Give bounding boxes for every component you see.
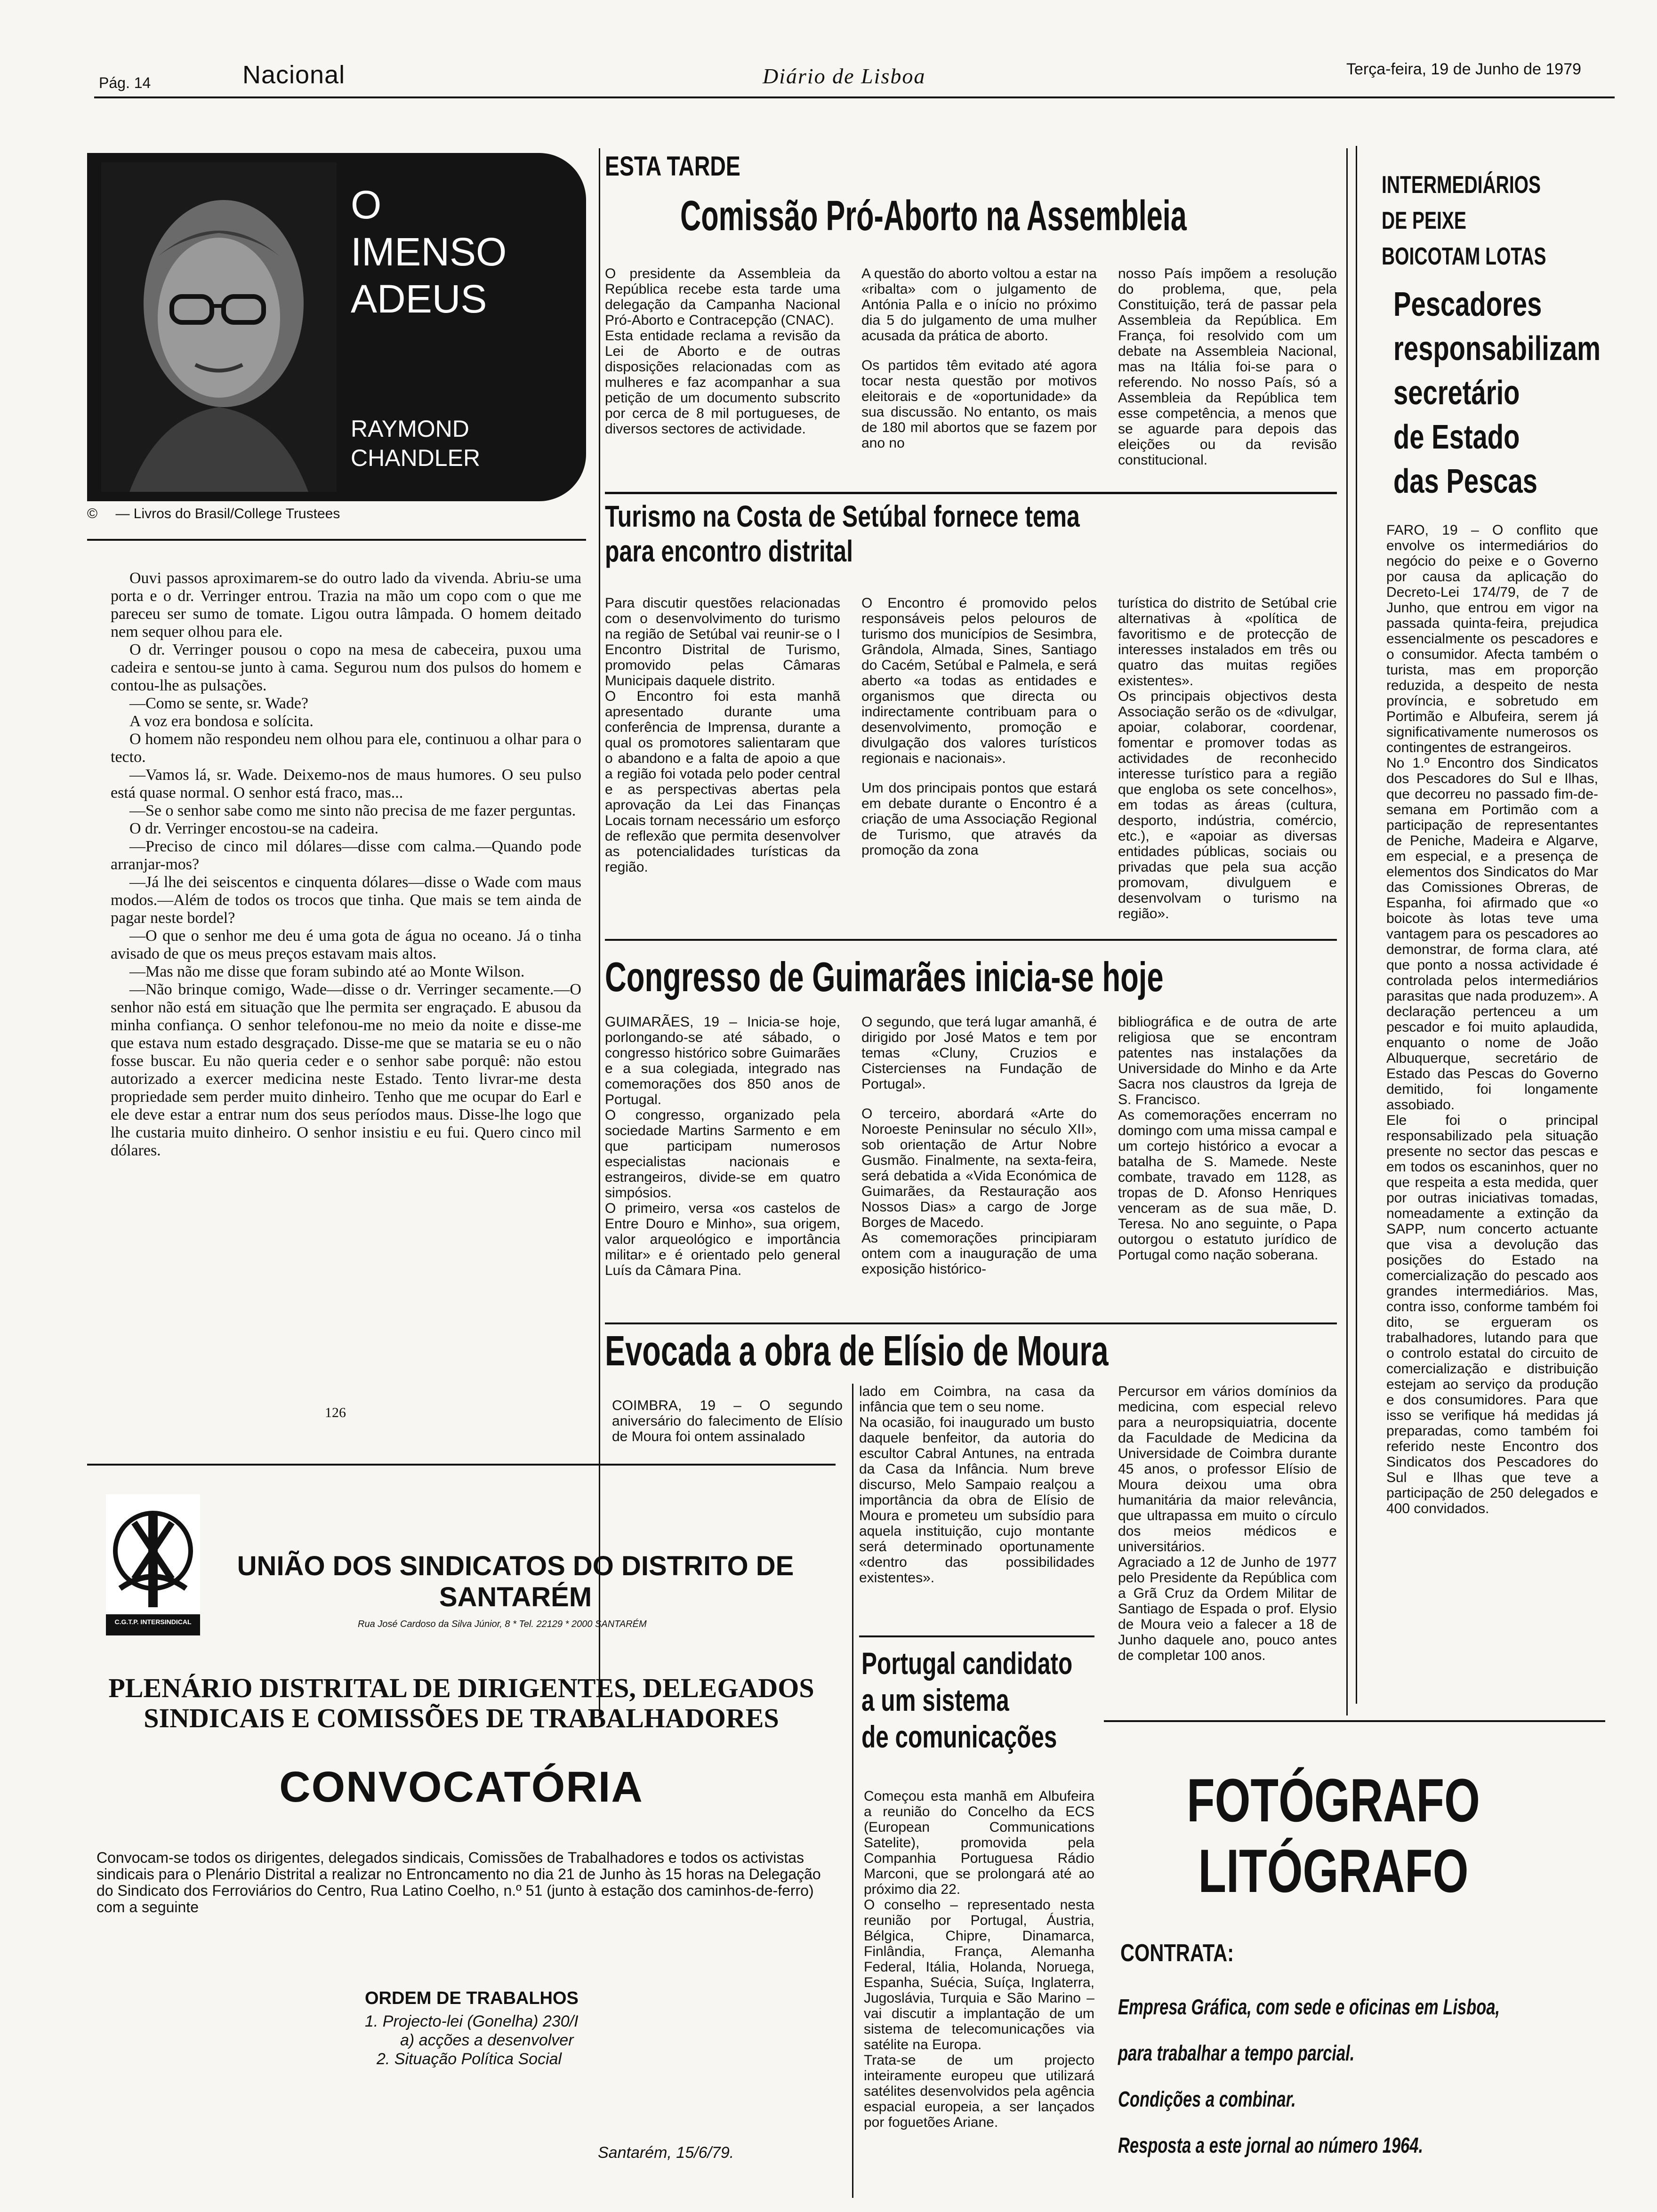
turismo-col-3 [1118, 595, 1337, 925]
article-paragraph: As comemorações principiaram ontem com a inauguração de uma exposição histórico- [861, 1230, 1097, 1277]
copyright-line [87, 506, 340, 522]
comunicacoes-headline-line: Portugal candidato [861, 1646, 1073, 1681]
aborto-headline: Comissão Pró-Aborto na Assembleia [680, 192, 1187, 240]
turismo-headline-line: para encontro distrital [605, 534, 853, 568]
serial-rule [87, 539, 586, 541]
pescas-headline-line: das Pescas [1393, 463, 1538, 500]
article-paragraph: GUIMARÃES, 19 – Inicia-se hoje, porlongando-se até sábado, o congresso histórico sobre Guimarães e a sua colegiada, integrado nas comemorações dos 850 anos de Portugal. [605, 1014, 840, 1107]
turismo-headline [605, 499, 1080, 569]
article-paragraph: Um dos principais pontos que estará em debate durante o Encontro é a criação de uma Associação Regional de Turismo, que através da promoção da zona [861, 780, 1097, 858]
comunicacoes-headline-line: a um sistema [861, 1683, 1009, 1717]
article-paragraph: No 1.º Encontro dos Sindicatos dos Pescadores do Sul e Ilhas, que decorreu no passado fim-de-semana em Portimão com a participação de representantes de Peniche, Madeira e Algarve, em especial, e a presença de elementos dos Sindicatos do Mar das Comissiones Obreras, de Espanha, foi afirmado que «o boicote às lotas teve uma vantagem para os pescadores ao demonstrar, de forma clara, até que ponto a nossa actividade é controlada pelos intermediários parasitas que nada produzem». A declaração pertenceu a um pescador e foi muito aplaudida, enquanto o nome de João Albuquerque, secretário de Estado das Pescas do Governo demitido, foi longamente assobiado. [1386, 755, 1598, 1113]
column-divider [852, 1384, 853, 2198]
serial-paragraph: —Não brinque comigo, Wade—disse o dr. Verringer secamente.—O senhor não está em situação que lhe permita ser engraçado. E abusou da minha confiança. O senhor telefonou-me no meio da noite e disse-me que estava num estado desgraçado. Disse-me que se mataria se eu o não fosse buscar. Eu não queria ceder e o senhor sabe porquê: não estou autorizado a exercer medicina neste Estado. Tento livrar-me desta propriedade sem perder muito dinheiro. Tenho que me ocupar do Earl e ele deve estar a entrar num dos seus períodos maus. Disse-lhe logo que lhe custaria muito dinheiro. O senhor insistiu e eu fui. Quero cinco mil dólares. [111, 981, 581, 1159]
article-paragraph: Esta entidade reclama a revisão da Lei de Aborto e de outras disposições relacionadas com as mulheres e faz acompanhar a sua petição de um documento subscrito por cerca de 8 mil portugueses, de diversos sectores de actividade. [605, 328, 840, 437]
article-paragraph: O terceiro, abordará «Arte do Noroeste Peninsular no século XII», sob orientação de Artur Nobre Gusmão. Finalmente, na sexta-feira, será debatida a «Vida Económica de Guimarães, da Restauração aos Nossos Dias» a cargo de Jorge Borges de Macedo. [861, 1106, 1097, 1230]
article-paragraph: O segundo, que terá lugar amanhã, é dirigido por José Matos e tem por temas «Cluny, Cruzios e Cistercienses na Fundação de Portugal». [861, 1014, 1097, 1092]
serial-title-line: IMENSO [351, 230, 507, 274]
cgtp-logo-caption: C.G.T.P. INTERSINDICAL [114, 1618, 192, 1626]
article-rule [605, 492, 1337, 494]
article-paragraph: Os partidos têm evitado até agora tocar nesta questão por motivos eleitorais e de «oportunidade» da sua discussão. No entanto, os mais de 180 mil abortos que se fazem por ano no [861, 358, 1097, 451]
pescas-text [1386, 522, 1598, 1699]
pescas-headline-line: de Estado [1393, 418, 1520, 456]
ordem-item: 1. Projecto-lei (Gonelha) 230/I [365, 2012, 579, 2030]
serial-author-line: CHANDLER [351, 445, 481, 471]
fotografo-title [1097, 1765, 1570, 1906]
fotografo-detail-line: para trabalhar a tempo parcial. [1118, 2041, 1355, 2065]
moura-col-2 [859, 1384, 1094, 1628]
ordem-item: a) acções a desenvolver [400, 2031, 574, 2049]
union-name-line: SANTARÉM [439, 1582, 592, 1612]
serial-page-number: 126 [325, 1405, 346, 1420]
serial-paragraph: —Preciso de cinco mil dólares—disse com calma.—Quando pode arranjar-mos? [111, 838, 581, 873]
congresso-col-1 [605, 1014, 840, 1320]
article-paragraph: Os principais objectivos desta Associação serão os de «divulgar, apoiar, colaborar, coordenar, fomentar e promover todas as actividades de reconhecido interesse turístico para a região que engloba os sete concelhos», em todas as áreas (cultura, desporto, indústria, comércio, etc.), e «apoiar as diversas entidades públicas, sociais ou privadas que pela sua acção promovam, divulguem e desenvolvam o turismo na região». [1118, 689, 1337, 922]
plenario-title [94, 1673, 828, 1733]
moura-headline: Evocada a obra de Elísio de Moura [605, 1328, 1109, 1375]
pescas-kicker-line: INTERMEDIÁRIOS [1382, 171, 1541, 199]
serial-author-line: RAYMOND [351, 416, 469, 442]
turismo-headline-line: Turismo na Costa de Setúbal fornece tema [605, 499, 1080, 533]
serial-paragraph: Ouvi passos aproximarem-se do outro lado da vivenda. Abriu-se uma porta e o dr. Verringer entrou. Trazia na mão um copo com o que me pareceu ser sumo de tomate. Ligou outra lâmpada. O homem deitado nem sequer olhou para ele. [111, 569, 581, 641]
article-paragraph: O primeiro, versa «os castelos de Entre Douro e Minho», sua origem, valor arqueológico e importância militar» e é orientado pelo general Luís da Câmara Pina. [605, 1201, 840, 1278]
newspaper-name: Diário de Lisboa [763, 64, 926, 88]
article-paragraph: FARO, 19 – O conflito que envolve os intermediários do negócio do peixe e o Governo por causa da aplicação do Decreto-Lei 174/79, de 7 de Junho, que entrou em vigor na passada quinta-feira, prejudica essencialmente os pescadores e o consumidor. Afecta também o turista, mas em proporção reduzida, a despeito de nesta província, e sobretudo em Portimão e Albufeira, serem já significativamente numerosos os contingentes de estrangeiros. [1386, 522, 1598, 755]
ordem-item: 2. Situação Política Social [377, 2050, 562, 2068]
serial-paragraph: —Se o senhor sabe como me sinto não precisa de me fazer perguntas. [129, 802, 576, 819]
article-paragraph: nosso País impõem a resolução do problema, que, pela Constituição, terá de passar pela Assembleia da República. Em França, foi resolvido com um debate na Assembleia Nacional, mas na Itália foi-se para o referendo. No nosso País, só a Assembleia da República tem esse competência, a menos que se aguarde para depois das eleições ou da revisão constitucional. [1118, 266, 1337, 468]
serial-paragraph: O dr. Verringer pousou o copo na mesa de cabeceira, puxou uma cadeira e sentou-se junto à cama. Segurou num dos pulsos do homem e contou-lhe as pulsações. [111, 641, 581, 694]
convocatoria-text: Convocam-se todos os dirigentes, delegados sindicais, Comissões de Trabalhadores e todos os activistas sindicais para o Plenário Distrital a realizar no Entroncamento no dia 21 de Junho às 15 horas na Delegação do Sindicato dos Ferroviários do Centro, Rua Latino Coelho, n.º 51 (junto à estação dos caminhos-de-ferro) com a seguinte [97, 1849, 821, 1915]
serial-paragraph: —Já lhe dei seiscentos e cinquenta dólares—disse o Wade com maus modos.—Além de todos os trocos que tinha. Que mais se tem ainda de pagar neste bordel? [111, 874, 581, 927]
column-divider [599, 148, 600, 1715]
article-paragraph: A questão do aborto voltou a estar na «ribalta» com o julgamento de Antónia Palla e o início no próximo dia 5 do julgamento de uma mulher acusada da prática de aborto. [861, 266, 1097, 344]
aborto-col-3 [1118, 266, 1337, 485]
pescas-headline-line: responsabilizam [1393, 330, 1601, 368]
plenario-line: SINDICAIS E COMISSÕES DE TRABALHADORES [144, 1703, 779, 1733]
pescas-headline [1393, 282, 1601, 504]
ad-signature: Santarém, 15/6/79. [598, 2144, 734, 2162]
serial-paragraph: O dr. Verringer encostou-se na cadeira. [129, 820, 378, 837]
page-number: Pág. 14 [99, 74, 151, 91]
article-paragraph: Na ocasião, foi inaugurado um busto daquele benfeitor, da autoria do escultor Cabral Antunes, na entrada da Casa da Infância. Num breve discurso, Melo Sampaio realçou a importância da obra de Elísio de Moura e prometeu um subsídio para aquela instituição, cujo montante será determinado oportunamente «dentro das possibilidades existentes». [859, 1415, 1094, 1586]
article-paragraph: COIMBRA, 19 – O segundo aniversário do falecimento de Elísio de Moura foi ontem assinalado [612, 1398, 843, 1444]
fotografo-title-line: FOTÓGRAFO [1187, 1766, 1480, 1835]
article-paragraph: Agraciado a 12 de Junho de 1977 pelo Presidente da República com a Grã Cruz da Ordem Militar de Santiago de Espada o prof. Elysio de Moura veio a falecer a 18 de Junho daquele ano, pouco antes de completar 100 anos. [1118, 1555, 1337, 1663]
cgtp-logo [106, 1494, 200, 1635]
ad-border [1104, 1720, 1605, 1722]
congresso-headline: Congresso de Guimarães inicia-se hoje [605, 954, 1164, 1000]
article-paragraph: Ele foi o principal responsabilizado pela situação presente no sector das pescas e em todos os escaninhos, quer no que respeita a esta medida, quer por outras iniciativas tomadas, nomeadamente a extinção da SAPP, num concerto actuante que visa a devolução das posições do Estado na comercialização do pescado aos grandes intermediários. Mas, contra isso, conforme também foi dito, se ergueram os trabalhadores, lutando para que o controlo estatal do circuito de comercialização e distribuição estejam ao serviço da produção e dos consumidores. Para que isso se verifique há medidas já preparadas, como também foi referido neste Encontro dos Sindicatos dos Pescadores do Sul e Ilhas que teve a participação de 250 delegados e 400 convidados. [1386, 1113, 1598, 1516]
serial-title-box [87, 153, 586, 501]
moura-col-3 [1118, 1384, 1337, 1713]
union-name-line: UNIÃO DOS SINDICATOS DO DISTRITO DE [237, 1551, 794, 1581]
fotografo-details [1118, 1984, 1500, 2168]
pescas-headline-line: Pescadores [1393, 286, 1542, 323]
congresso-col-3 [1118, 1014, 1337, 1320]
article-paragraph: Para discutir questões relacionadas com o desenvolvimento do turismo na região de Setúbal vai reunir-se o I Encontro Distrital de Turismo, promovido pelas Câmaras Municipais daquele distrito. [605, 595, 840, 689]
author-portrait [101, 162, 337, 492]
column-divider [1346, 148, 1348, 1715]
congresso-col-2 [861, 1014, 1097, 1320]
article-paragraph: turística do distrito de Setúbal crie alternativas à «política de favoritismo e de protecção de interesses instalados em três ou quatro das muitas regiões existentes». [1118, 595, 1337, 689]
serial-paragraph: —Vamos lá, sr. Wade. Deixemo-nos de maus humores. O seu pulso está quase normal. O senhor está fraco, mas... [111, 766, 581, 801]
serial-text [111, 569, 581, 1341]
article-paragraph: bibliográfica e de outra de arte religiosa que se encontram patentes nas instalações da Universidade do Minho e da Arte Sacra nos claustros da Igreja de S. Francisco. [1118, 1014, 1337, 1107]
article-paragraph: As comemorações encerram no domingo com uma missa campal e um cortejo histórico a evocar a batalha de S. Mamede. Neste combate, travado em 1128, as tropas de D. Afonso Henriques venceram as de sua mãe, D. Teresa. No ano seguinte, o Papa outorgou o estatuto jurídico de Portugal como nação soberana. [1118, 1107, 1337, 1263]
ordem-title: ORDEM DE TRABALHOS [365, 1988, 579, 2008]
fotografo-detail-line: Empresa Gráfica, com sede e oficinas em Lisboa, [1118, 1995, 1500, 2019]
pescas-kicker [1382, 167, 1546, 274]
article-paragraph: Começou esta manhã em Albufeira a reunião do Concelho da ECS (European Communications Satelite), promovida pela Companhia Portuguesa Rádio Marconi, que se prolongará até ao próximo dia 22. [864, 1788, 1094, 1897]
copyright-text: — Livros do Brasil/College Trustees [115, 506, 340, 521]
aborto-col-1 [605, 266, 840, 485]
serial-paragraph: —O que o senhor me deu é uma gota de água no oceano. Já o tinha avisado de que os meus preços estavam mais altos. [111, 927, 581, 962]
article-paragraph: O Encontro é promovido pelos responsáveis pelos pelouros de turismo dos municípios de Sesimbra, Grândola, Almada, Sines, Santiago do Cacém, Setúbal e Palmela, e será aberto «a todas as entidades e organismos que directa ou indirectamente contribuam para o desenvolvimento, promoção e divulgação dos valores turísticos regionais e nacionais». [861, 595, 1097, 766]
article-rule [605, 939, 1337, 941]
plenario-line: PLENÁRIO DISTRITAL DE DIRIGENTES, DELEGADOS [108, 1673, 814, 1703]
union-name [202, 1551, 828, 1613]
pescas-headline-line: secretário [1393, 374, 1520, 412]
article-rule [605, 1322, 1337, 1324]
turismo-col-2 [861, 595, 1097, 925]
serial-paragraph: —Mas não me disse que foram subindo até ao Monte Wilson. [129, 963, 525, 980]
union-address: Rua José Cardoso da Silva Júnior, 8 * Tel. 22129 * 2000 SANTARÉM [358, 1619, 647, 1629]
ad-border [87, 1464, 836, 1466]
article-rule [859, 1635, 1094, 1637]
issue-date: Terça-feira, 19 de Junho de 1979 [1346, 60, 1582, 78]
article-paragraph: O conselho – representado nesta reunião por Portugal, Áustria, Bélgica, Chipre, Dinamarca, Finlândia, França, Alemanha Federal, Itália, Holanda, Noruega, Espanha, Suécia, Suíça, Inglaterra, Jugoslávia, Turquia e São Marino – vai discutir a implantação de um sistema de telecomunicações via satélite na Europa. [864, 1897, 1094, 2052]
serial-paragraph: A voz era bondosa e solícita. [129, 713, 314, 730]
article-paragraph: O congresso, organizado pela sociedade Martins Sarmento e em que participam numerosos especialistas nacionais e estrangeiros, divide-se em quatro simpósios. [605, 1107, 840, 1201]
fotografo-contrata: CONTRATA: [1120, 1940, 1234, 1967]
serial-paragraph: O homem não respondeu nem olhou para ele, continuou a olhar para o tecto. [111, 730, 581, 766]
fotografo-title-line: LITÓGRAFO [1198, 1836, 1469, 1905]
copyright-symbol: © [87, 506, 98, 521]
article-paragraph: O Encontro foi esta manhã apresentado durante uma conferência de Imprensa, durante a qual os promotores salientaram que o abandono e a falta de apoio a que a região foi votada pelo poder central e as perspectivas abertas pela aprovação da Lei das Finanças Locais tornam necessário um esforço de reflexão que permita desenvolver as potencialidades turísticas da região. [605, 689, 840, 875]
section-title: Nacional [242, 61, 346, 89]
ordem-list [365, 2012, 579, 2068]
article-paragraph: Percursor em vários domínios da medicina, com especial relevo para a neuropsiquiatria, docente da Faculdade de Medicina da Universidade de Coimbra durante 45 anos, o professor Elísio de Moura deixou uma obra humanitária da maior relevância, que ultrapassa em muito o círculo dos meios médicos e universitários. [1118, 1384, 1337, 1555]
moura-col-1 [612, 1398, 843, 1454]
comunicacoes-headline-line: de comunicações [861, 1719, 1057, 1754]
article-paragraph: Trata-se de um projecto inteiramente europeu que utilizará satélites desenvolvidos pela agência espacial europeia, a ser lançados por foguetões Ariane. [864, 2052, 1094, 2130]
serial-title-line: ADEUS [351, 277, 487, 321]
pescas-kicker-line: DE PEIXE [1382, 207, 1466, 234]
turismo-col-1 [605, 595, 840, 925]
pescas-kicker-line: BOICOTAM LOTAS [1382, 243, 1546, 270]
fotografo-detail-line: Condições a combinar. [1118, 2087, 1296, 2111]
comunicacoes-text [864, 1788, 1094, 2203]
masthead-rule [94, 96, 1615, 98]
article-paragraph: lado em Coimbra, na casa da infância que tem o seu nome. [859, 1384, 1094, 1415]
aborto-kicker: ESTA TARDE [605, 151, 740, 182]
serial-title-line: O [351, 183, 382, 227]
comunicacoes-headline [861, 1645, 1072, 1755]
convocatoria-title: CONVOCATÓRIA [279, 1763, 643, 1811]
article-paragraph: O presidente da Assembleia da República recebe esta tarde uma delegação da Campanha Nacional Pró-Aborto e Contracepção (CNAC). [605, 266, 840, 328]
aborto-col-2 [861, 266, 1097, 485]
fotografo-detail-line: Resposta a este jornal ao número 1964. [1118, 2133, 1424, 2157]
serial-paragraph: —Como se sente, sr. Wade? [129, 695, 309, 712]
